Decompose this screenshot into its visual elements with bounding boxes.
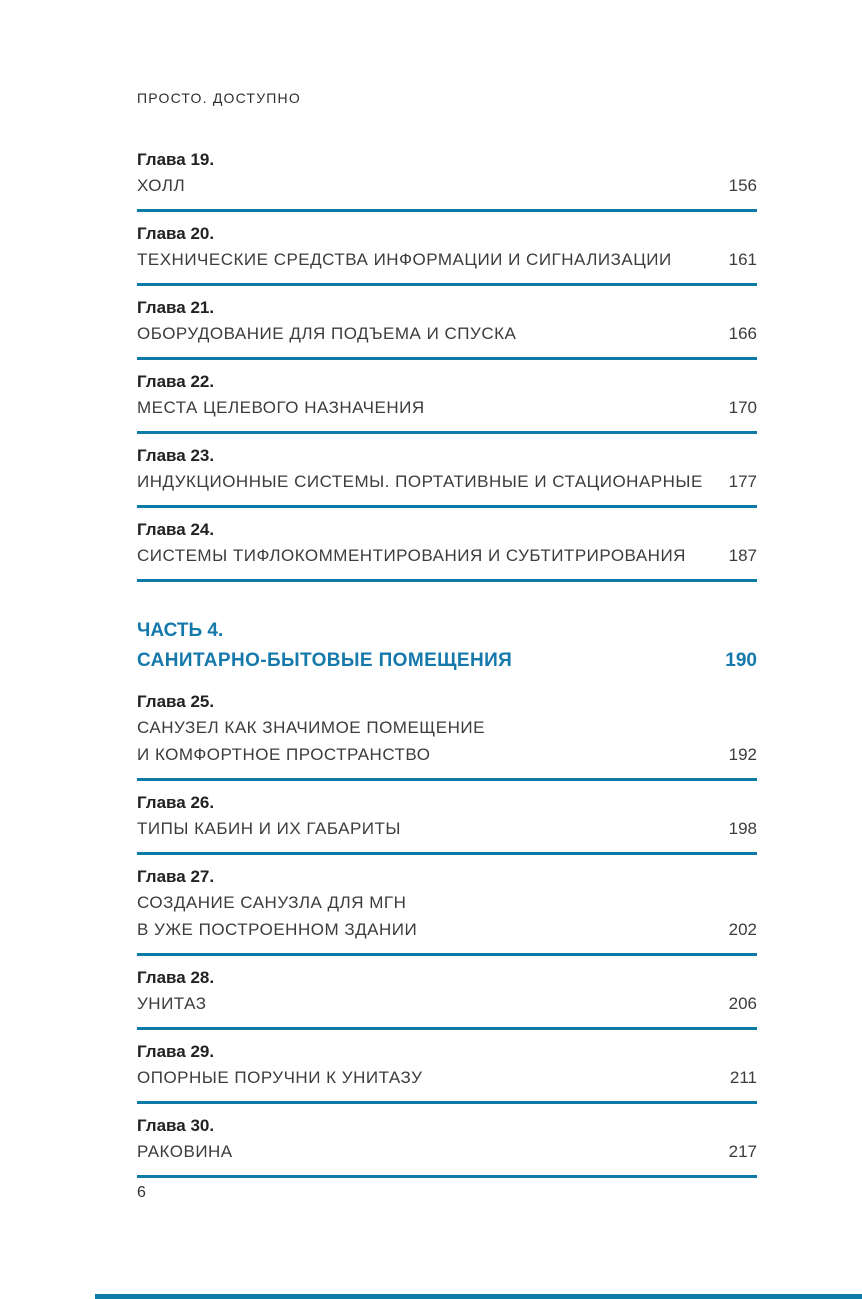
chapter-label: Глава 28.: [137, 968, 215, 987]
toc-chapter-entry: [137, 360, 757, 434]
chapter-label: Глава 19.: [137, 150, 215, 169]
running-header: ПРОСТО. ДОСТУПНО: [137, 90, 301, 106]
chapter-title: ИНДУКЦИОННЫЕ СИСТЕМЫ. ПОРТАТИВНЫЕ И СТАЦИОНАРНЫЕ: [137, 472, 703, 491]
chapter-title: СОЗДАНИЕ САНУЗЛА ДЛЯ МГН: [137, 893, 407, 912]
title-lines: [137, 815, 757, 842]
page-number: 190: [725, 650, 757, 671]
chapter-label: Глава 20.: [137, 224, 215, 243]
chapter-title: ОБОРУДОВАНИЕ ДЛЯ ПОДЪЕМА И СПУСКА: [137, 324, 517, 343]
toc-title-row: [137, 394, 757, 421]
toc-chapter-entry: [137, 680, 757, 781]
bottom-accent-bar: [95, 1294, 862, 1299]
toc-title-row: [137, 1064, 757, 1091]
chapter-label: Глава 21.: [137, 298, 215, 317]
toc-title-row: [137, 714, 757, 741]
chapter-title: ТИПЫ КАБИН И ИХ ГАБАРИТЫ: [137, 819, 401, 838]
page-number: 217: [728, 1142, 757, 1161]
page-content: [137, 90, 757, 1178]
title-lines: [137, 246, 757, 273]
toc-chapter-entry: [137, 781, 757, 855]
title-lines: [137, 1138, 757, 1165]
title-lines: [137, 320, 757, 347]
page-number: 170: [728, 398, 757, 417]
toc-chapter-entry: [137, 508, 757, 582]
page-number: 161: [728, 250, 757, 269]
page-number: 211: [729, 1068, 757, 1087]
toc-chapter-entry: [137, 286, 757, 360]
toc-chapter-entry: [137, 212, 757, 286]
title-lines: [137, 646, 757, 676]
chapter-title: УНИТАЗ: [137, 994, 207, 1013]
toc-chapter-entry: [137, 138, 757, 212]
toc-title-row: [137, 320, 757, 347]
page-number: 198: [728, 819, 757, 838]
toc-chapter-entry: [137, 1030, 757, 1104]
chapter-title: ХОЛЛ: [137, 176, 186, 195]
chapter-label: Глава 27.: [137, 867, 215, 886]
page-number: 177: [728, 472, 757, 491]
title-lines: [137, 714, 757, 768]
title-lines: [137, 542, 757, 569]
page-number: 192: [728, 745, 757, 764]
toc-title-row: [137, 246, 757, 273]
toc-chapter-entry: [137, 855, 757, 956]
chapter-title: МЕСТА ЦЕЛЕВОГО НАЗНАЧЕНИЯ: [137, 398, 425, 417]
toc-title-row: [137, 172, 757, 199]
table-of-contents: [137, 138, 757, 1178]
title-lines: [137, 468, 757, 495]
title-lines: [137, 889, 757, 943]
toc-title-row: [137, 1138, 757, 1165]
toc-title-row: [137, 889, 757, 916]
page-number: 156: [728, 176, 757, 195]
part-label: ЧАСТЬ 4.: [137, 620, 224, 641]
toc-chapter-entry: [137, 956, 757, 1030]
title-lines: [137, 394, 757, 421]
chapter-label: Глава 23.: [137, 446, 215, 465]
toc-title-row: [137, 815, 757, 842]
title-lines: [137, 172, 757, 199]
toc-chapter-entry: [137, 434, 757, 508]
chapter-title: РАКОВИНА: [137, 1142, 233, 1161]
chapter-label: Глава 30.: [137, 1116, 215, 1135]
toc-title-row: [137, 990, 757, 1017]
page-number: 166: [728, 324, 757, 343]
chapter-title: ОПОРНЫЕ ПОРУЧНИ К УНИТАЗУ: [137, 1068, 423, 1087]
chapter-label: Глава 22.: [137, 372, 215, 391]
toc-title-row: [137, 916, 757, 943]
chapter-title: И КОМФОРТНОЕ ПРОСТРАНСТВО: [137, 745, 431, 764]
page-number: 187: [728, 546, 757, 565]
chapter-title: СИСТЕМЫ ТИФЛОКОММЕНТИРОВАНИЯ И СУБТИТРИРОВАНИЯ: [137, 546, 686, 565]
chapter-label: Глава 25.: [137, 692, 215, 711]
page-number: 202: [728, 920, 757, 939]
toc-part-entry: [137, 582, 757, 680]
part-title: САНИТАРНО-БЫТОВЫЕ ПОМЕЩЕНИЯ: [137, 650, 513, 671]
chapter-label: Глава 24.: [137, 520, 215, 539]
title-lines: [137, 1064, 757, 1091]
page-number: 206: [728, 994, 757, 1013]
toc-chapter-entry: [137, 1104, 757, 1178]
toc-title-row: [137, 646, 757, 676]
title-lines: [137, 990, 757, 1017]
chapter-title: В УЖЕ ПОСТРОЕННОМ ЗДАНИИ: [137, 920, 418, 939]
toc-title-row: [137, 468, 757, 495]
chapter-title: ТЕХНИЧЕСКИЕ СРЕДСТВА ИНФОРМАЦИИ И СИГНАЛИЗАЦИИ: [137, 250, 672, 269]
chapter-title: САНУЗЕЛ КАК ЗНАЧИМОЕ ПОМЕЩЕНИЕ: [137, 718, 485, 737]
chapter-label: Глава 29.: [137, 1042, 215, 1061]
toc-title-row: [137, 542, 757, 569]
toc-title-row: [137, 741, 757, 768]
footer-page-number: 6: [137, 1184, 146, 1201]
chapter-label: Глава 26.: [137, 793, 215, 812]
